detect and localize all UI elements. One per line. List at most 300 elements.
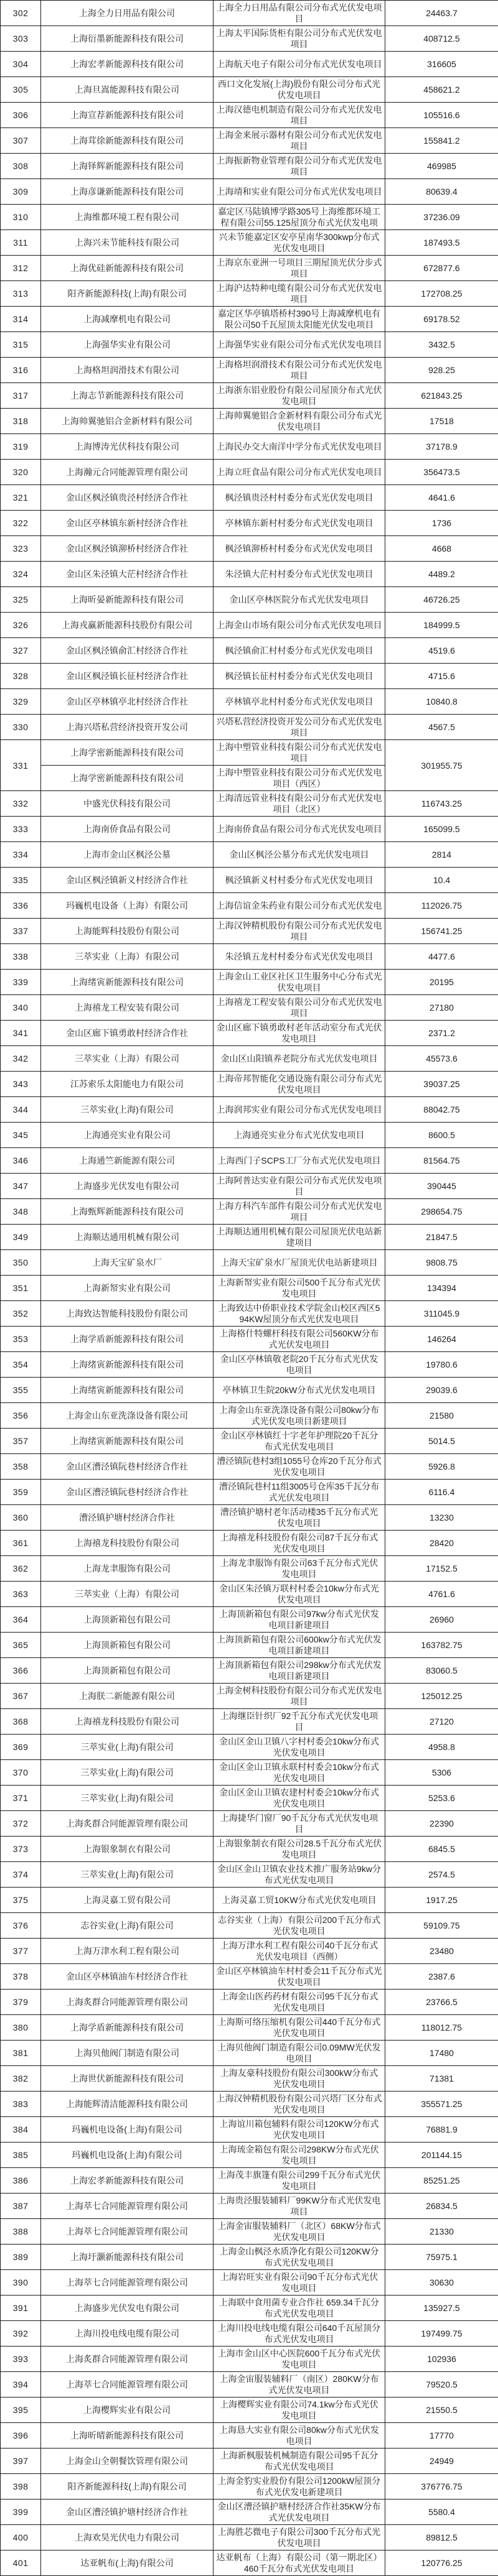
project-cell: 上海清远管业科技有限公司分布式光伏发电项目（北区） bbox=[214, 791, 385, 817]
capacity-value-cell: 29039.6 bbox=[385, 1378, 498, 1403]
capacity-value-cell: 165099.5 bbox=[385, 817, 498, 842]
row-number-cell: 332 bbox=[1, 791, 41, 817]
project-cell: 上海禧龙科技股份有限公司87千瓦分布式光伏发电项目 bbox=[214, 1531, 385, 1556]
company-cell: 江苏索乐太阳能电力有限公司 bbox=[41, 1072, 214, 1097]
row-number-cell: 379 bbox=[1, 1990, 41, 2015]
table-row bbox=[1, 1582, 498, 1607]
table-row bbox=[1, 1531, 498, 1556]
capacity-value-cell: 21847.5 bbox=[385, 1225, 498, 1250]
project-cell: 上海立旺食品有限公司分布式光伏发电项目 bbox=[214, 460, 385, 485]
company-cell: 上海学密新能源科技有限公司 bbox=[41, 740, 214, 766]
capacity-value-cell: 156741.25 bbox=[385, 919, 498, 944]
company-cell: 漕泾镇护塘村经济合作社 bbox=[41, 1505, 214, 1531]
company-cell: 三萃实业(上海)有限公司 bbox=[41, 1786, 214, 1811]
project-cell: 朱泾镇大茫村村委分布式光伏发电项目 bbox=[214, 562, 385, 587]
table-row bbox=[1, 2525, 498, 2551]
project-cell: 上海顶新箱包有限公司97kw分布式光伏发电项目新建项目 bbox=[214, 1607, 385, 1633]
company-cell: 上海兴塔私营经济投资开发公司 bbox=[41, 715, 214, 740]
table-row bbox=[1, 485, 498, 511]
company-cell: 上海绪寅新能源科技有限公司 bbox=[41, 970, 214, 995]
project-cell: 上海靖和实业有限公司分布式光伏发电项目 bbox=[214, 179, 385, 205]
row-number-cell: 302 bbox=[1, 1, 41, 26]
project-cell: 上海琉金箱包有限公司298KW分布式光伏发电项目 bbox=[214, 2143, 385, 2168]
capacity-value-cell: 5306 bbox=[385, 1760, 498, 1786]
row-number-cell: 353 bbox=[1, 1327, 41, 1352]
project-cell: 上海顺达通用机械有限公司屋顶光伏电站新建项目 bbox=[214, 1225, 385, 1250]
company-cell: 志谷实业(上海)有限公司 bbox=[41, 1913, 214, 1939]
capacity-value-cell: 75975.1 bbox=[385, 2245, 498, 2270]
project-cell: 上海润邦实业有限公司分布式光伏发电项目 bbox=[214, 1097, 385, 1123]
row-number-cell: 364 bbox=[1, 1607, 41, 1633]
capacity-value-cell: 4477.6 bbox=[385, 944, 498, 970]
table-row bbox=[1, 1786, 498, 1811]
project-cell: 上海汉德电机制造有限公司分布式光伏发电项目 bbox=[214, 103, 385, 128]
project-cell: 上海沪达特种电缆有限公司分布式光伏发电项目 bbox=[214, 281, 385, 307]
company-cell: 上海能辉清洁能源科技有限公司 bbox=[41, 2092, 214, 2117]
row-number-cell: 305 bbox=[1, 77, 41, 103]
company-cell: 中盛光伏科技有限公司 bbox=[41, 791, 214, 817]
company-cell: 金山区亭林镇东新村经济合作社 bbox=[41, 511, 214, 536]
row-number-cell: 372 bbox=[1, 1811, 41, 1837]
row-number-cell: 344 bbox=[1, 1097, 41, 1123]
company-cell: 金山区廊下镇勇敢村经济合作社 bbox=[41, 1021, 214, 1046]
table-row bbox=[1, 2372, 498, 2398]
project-cell: 上海强华实业有限公司分布式光伏发电项目 bbox=[214, 332, 385, 358]
project-cell: 上海灵嘉工贸10KW分布式光伏发电项目 bbox=[214, 1888, 385, 1913]
capacity-value-cell: 88042.75 bbox=[385, 1097, 498, 1123]
table-row bbox=[1, 460, 498, 485]
project-cell: 上海龙聿服饰有限公司63千瓦分布式光伏发电项目 bbox=[214, 1556, 385, 1582]
row-number-cell: 315 bbox=[1, 332, 41, 358]
row-number-cell: 348 bbox=[1, 1199, 41, 1225]
capacity-value-cell: 17480 bbox=[385, 2041, 498, 2066]
project-cell: 金山区漕泾镇护塘村经济合作社35KW分布式光伏发电项目 bbox=[214, 2500, 385, 2525]
capacity-value-cell: 184999.5 bbox=[385, 613, 498, 638]
company-cell: 金山区漕泾镇护塘村经济合作社 bbox=[41, 2500, 214, 2525]
table-row bbox=[1, 2015, 498, 2041]
capacity-value-cell: 4519.6 bbox=[385, 638, 498, 664]
capacity-value-cell: 30630 bbox=[385, 2270, 498, 2296]
row-number-cell: 363 bbox=[1, 1582, 41, 1607]
table-row bbox=[1, 1990, 498, 2015]
company-cell: 上海贝他阀门制造有限公司 bbox=[41, 2041, 214, 2066]
table-body bbox=[1, 1, 498, 2576]
row-number-cell: 400 bbox=[1, 2525, 41, 2551]
capacity-value-cell: 10840.8 bbox=[385, 689, 498, 715]
project-cell: 上海金豹实业股份有限公司1200kW屋顶分布式光伏发电新建项目 bbox=[214, 2474, 385, 2500]
capacity-value-cell: 37236.09 bbox=[385, 205, 498, 230]
table-row bbox=[1, 740, 498, 766]
company-cell: 上海强华实业有限公司 bbox=[41, 332, 214, 358]
capacity-value-cell: 26834.5 bbox=[385, 2194, 498, 2219]
project-cell: 金山区山阳镇养老院分布式光伏发电项目 bbox=[214, 1046, 385, 1072]
row-number-cell: 347 bbox=[1, 1174, 41, 1199]
row-number-cell: 349 bbox=[1, 1225, 41, 1250]
capacity-value-cell: 155841.2 bbox=[385, 128, 498, 154]
table-row bbox=[1, 2270, 498, 2296]
company-cell: 上海致达智能科技股份有限公司 bbox=[41, 1301, 214, 1327]
table-row bbox=[1, 2398, 498, 2423]
capacity-value-cell: 8600.5 bbox=[385, 1123, 498, 1148]
row-number-cell: 357 bbox=[1, 1429, 41, 1454]
project-cell: 金山区朱泾镇万联村村委会10kw分布式光伏发电项目 bbox=[214, 1582, 385, 1607]
table-row bbox=[1, 1505, 498, 1531]
table-row bbox=[1, 358, 498, 383]
row-number-cell: 391 bbox=[1, 2296, 41, 2321]
company-cell: 金山区枫泾镇泖桥村经济合作社 bbox=[41, 536, 214, 562]
row-number-cell: 323 bbox=[1, 536, 41, 562]
capacity-value-cell: 79520.5 bbox=[385, 2372, 498, 2398]
table-row bbox=[1, 2194, 498, 2219]
project-cell: 上海贝他阀门制造有限公司0.09MW光伏发电项目 bbox=[214, 2041, 385, 2066]
row-number-cell: 365 bbox=[1, 1633, 41, 1658]
table-row bbox=[1, 1174, 498, 1199]
company-cell: 上海绪寅新能源科技有限公司 bbox=[41, 1352, 214, 1378]
table-row bbox=[1, 1148, 498, 1174]
row-number-cell: 370 bbox=[1, 1760, 41, 1786]
capacity-value-cell: 76881.9 bbox=[385, 2117, 498, 2143]
project-cell: 枫泾镇泖桥村村委分布式光伏发电项目 bbox=[214, 536, 385, 562]
table-row bbox=[1, 383, 498, 409]
row-number-cell: 310 bbox=[1, 205, 41, 230]
capacity-value-cell: 59109.75 bbox=[385, 1913, 498, 1939]
capacity-value-cell: 21550.5 bbox=[385, 2398, 498, 2423]
company-cell: 上海优硅新能源科技有限公司 bbox=[41, 256, 214, 281]
company-cell: 上海新帑实业有限公司 bbox=[41, 1276, 214, 1301]
project-cell: 亭林镇卫生院20kW分布式光伏发电项目 bbox=[214, 1378, 385, 1403]
company-cell: 上海昕晴新能源科技有限公司 bbox=[41, 2423, 214, 2449]
company-cell: 上海能辉科技股份有限公司 bbox=[41, 919, 214, 944]
capacity-value-cell: 135927.5 bbox=[385, 2296, 498, 2321]
capacity-value-cell: 163782.75 bbox=[385, 1633, 498, 1658]
row-number-cell: 362 bbox=[1, 1556, 41, 1582]
row-number-cell: 346 bbox=[1, 1148, 41, 1174]
table-row bbox=[1, 613, 498, 638]
project-cell: 上海金树科技股份有限公司分布式光伏发电项目 bbox=[214, 1684, 385, 1709]
project-cell: 亭林镇亭北村村委分布式光伏发电项目 bbox=[214, 689, 385, 715]
company-cell: 上海顶新箱包有限公司 bbox=[41, 1633, 214, 1658]
project-cell: 上海太平国际货柜有限公司分布式光伏发电项目 bbox=[214, 26, 385, 52]
company-cell: 上海减摩机电有限公司 bbox=[41, 307, 214, 332]
table-row bbox=[1, 1684, 498, 1709]
project-cell: 上海金山东亚洗涤设备有限公司80kw分布式光伏发电项目新建项目 bbox=[214, 1403, 385, 1429]
company-cell: 上海彦谦新能源科技有限公司 bbox=[41, 179, 214, 205]
company-cell: 上海全力日用品有限公司 bbox=[41, 1, 214, 26]
table-row bbox=[1, 2143, 498, 2168]
row-number-cell: 341 bbox=[1, 1021, 41, 1046]
row-number-cell: 314 bbox=[1, 307, 41, 332]
row-number-cell: 382 bbox=[1, 2066, 41, 2092]
row-number-cell: 393 bbox=[1, 2347, 41, 2372]
row-number-cell: 327 bbox=[1, 638, 41, 664]
capacity-value-cell: 298654.75 bbox=[385, 1199, 498, 1225]
table-row bbox=[1, 409, 498, 434]
table-row bbox=[1, 307, 498, 332]
table-row bbox=[1, 1123, 498, 1148]
row-number-cell: 401 bbox=[1, 2551, 41, 2576]
company-cell: 上海顶新箱包有限公司 bbox=[41, 1607, 214, 1633]
table-row bbox=[1, 2092, 498, 2117]
table-row bbox=[1, 2219, 498, 2245]
project-cell: 上海顶新箱包有限公司298kw分布式光伏发电项目新建项目 bbox=[214, 1658, 385, 1684]
table-row bbox=[1, 1964, 498, 1990]
company-cell: 三萃实业（上海）有限公司 bbox=[41, 1582, 214, 1607]
project-cell: 上海顶新箱包有限公司600kw分布式光伏发电项目新建项目 bbox=[214, 1633, 385, 1658]
project-cell: 上海信谊金朱药业有限公司分布式光伏发电 bbox=[214, 893, 385, 919]
project-cell: 上海中塑管业科技有限公司分布式光伏发电项目 bbox=[214, 740, 385, 766]
company-cell: 上海格坦润滑技术有限公司 bbox=[41, 358, 214, 383]
project-cell: 上海金宙服装辅料厂（南区）280KW分布式光伏发电项目 bbox=[214, 2372, 385, 2398]
row-number-cell: 395 bbox=[1, 2398, 41, 2423]
table-row bbox=[1, 2423, 498, 2449]
row-number-cell: 381 bbox=[1, 2041, 41, 2066]
table-row bbox=[1, 1454, 498, 1480]
capacity-value-cell: 4641.6 bbox=[385, 485, 498, 511]
capacity-value-cell: 81564.75 bbox=[385, 1148, 498, 1174]
project-cell: 上海金宙服装辅料厂（北区）68KW分布式光伏发电项目 bbox=[214, 2219, 385, 2245]
capacity-value-cell: 2371.2 bbox=[385, 1021, 498, 1046]
company-cell: 上海炙群合同能源管理有限公司 bbox=[41, 2347, 214, 2372]
table-row bbox=[1, 1811, 498, 1837]
project-cell: 上海市金山区中心医院600千瓦分布式光伏发电项目 bbox=[214, 2347, 385, 2372]
capacity-value-cell: 390445 bbox=[385, 1174, 498, 1199]
project-cell: 上海万津水利工程有限公司40千瓦分布式光伏发电项目（西侧） bbox=[214, 1939, 385, 1964]
company-cell: 上海禧龙科技股份有限公司 bbox=[41, 1531, 214, 1556]
row-number-cell: 397 bbox=[1, 2449, 41, 2474]
capacity-value-cell: 102936 bbox=[385, 2347, 498, 2372]
capacity-value-cell: 80639.4 bbox=[385, 179, 498, 205]
project-cell: 上海阿普达实业有限公司分布式光伏发电项目 bbox=[214, 1174, 385, 1199]
row-number-cell: 321 bbox=[1, 485, 41, 511]
table-row bbox=[1, 2117, 498, 2143]
table-row bbox=[1, 2474, 498, 2500]
company-cell: 上海万津水利工程有限公司 bbox=[41, 1939, 214, 1964]
capacity-value-cell: 134394 bbox=[385, 1276, 498, 1301]
capacity-value-cell: 376776.75 bbox=[385, 2474, 498, 2500]
row-number-cell: 342 bbox=[1, 1046, 41, 1072]
project-cell: 上海茂丰旗篷有限公司299千瓦分布式光伏发电项目 bbox=[214, 2168, 385, 2194]
company-cell: 上海世伏新能源科技有限公司 bbox=[41, 2066, 214, 2092]
row-number-cell: 335 bbox=[1, 868, 41, 893]
company-cell: 金山区枫泾镇长征村经济合作社 bbox=[41, 664, 214, 689]
capacity-value-cell: 2574.5 bbox=[385, 1862, 498, 1888]
company-cell: 上海炙群合同能源管理有限公司 bbox=[41, 1990, 214, 2015]
capacity-value-cell: 2814 bbox=[385, 842, 498, 868]
row-number-cell: 304 bbox=[1, 52, 41, 77]
project-cell: 漕泾镇护塘村老年活动楼35千瓦分布式光伏发电项目 bbox=[214, 1505, 385, 1531]
table-row bbox=[1, 1607, 498, 1633]
capacity-value-cell: 172708.25 bbox=[385, 281, 498, 307]
row-number-cell: 351 bbox=[1, 1276, 41, 1301]
table-row bbox=[1, 1862, 498, 1888]
company-cell: 金山区漕泾镇阮巷村经济合作社 bbox=[41, 1480, 214, 1505]
row-number-cell: 389 bbox=[1, 2245, 41, 2270]
table-row bbox=[1, 664, 498, 689]
capacity-value-cell: 201144.15 bbox=[385, 2143, 498, 2168]
row-number-cell: 328 bbox=[1, 664, 41, 689]
company-cell: 上海绪寅新能源科技有限公司 bbox=[41, 1429, 214, 1454]
table-row bbox=[1, 817, 498, 842]
table-row bbox=[1, 970, 498, 995]
project-cell: 上海格什特螺杆科技有限公司560KW分布式光伏发电项目 bbox=[214, 1327, 385, 1352]
capacity-value-cell: 4958.8 bbox=[385, 1735, 498, 1760]
capacity-value-cell: 26960 bbox=[385, 1607, 498, 1633]
project-cell: 上海恳大实业有限公司80kw分布式光伏发电项目 bbox=[214, 2423, 385, 2449]
capacity-value-cell: 24949 bbox=[385, 2449, 498, 2474]
project-cell: 上海捷华门窗厂90千瓦分布式光伏发电项目 bbox=[214, 1811, 385, 1837]
capacity-value-cell: 469985 bbox=[385, 154, 498, 179]
capacity-value-cell: 6845.5 bbox=[385, 1837, 498, 1862]
table-row bbox=[1, 281, 498, 307]
table-row bbox=[1, 689, 498, 715]
capacity-value-cell: 146264 bbox=[385, 1327, 498, 1352]
row-number-cell: 320 bbox=[1, 460, 41, 485]
company-cell: 上海宏孝新能源科技有限公司 bbox=[41, 2168, 214, 2194]
row-number-cell: 350 bbox=[1, 1250, 41, 1276]
capacity-value-cell: 105516.6 bbox=[385, 103, 498, 128]
table-row bbox=[1, 1760, 498, 1786]
table-row bbox=[1, 256, 498, 281]
row-number-cell: 338 bbox=[1, 944, 41, 970]
capacity-value-cell: 5253.6 bbox=[385, 1786, 498, 1811]
table-row bbox=[1, 1225, 498, 1250]
company-cell: 上海禧龙工程安装有限公司 bbox=[41, 995, 214, 1021]
capacity-value-cell: 2387.6 bbox=[385, 1964, 498, 1990]
project-cell: 兴塔私营经济投资开发公司分布式光伏发电项目 bbox=[214, 715, 385, 740]
row-number-cell: 380 bbox=[1, 2015, 41, 2041]
row-number-cell: 317 bbox=[1, 383, 41, 409]
company-cell: 金山区亭林镇亭北村经济合作社 bbox=[41, 689, 214, 715]
company-cell: 上海旦嵩能源科技有限公司 bbox=[41, 77, 214, 103]
table-row bbox=[1, 791, 498, 817]
project-cell: 上海禧龙工程安装有限公司分布式光伏发电项目 bbox=[214, 995, 385, 1021]
capacity-value-cell: 69178.52 bbox=[385, 307, 498, 332]
company-cell: 上海兴未节能科技有限公司 bbox=[41, 230, 214, 256]
capacity-value-cell: 27180 bbox=[385, 995, 498, 1021]
row-number-cell: 396 bbox=[1, 2423, 41, 2449]
table-row bbox=[1, 1, 498, 26]
capacity-value-cell: 28420 bbox=[385, 1531, 498, 1556]
table-row bbox=[1, 128, 498, 154]
row-number-cell: 394 bbox=[1, 2372, 41, 2398]
row-number-cell: 322 bbox=[1, 511, 41, 536]
company-cell: 达亚帆布(上海)有限公司 bbox=[41, 2551, 214, 2576]
project-cell: 上海全力日用品有限公司分布式光伏发电项目 bbox=[214, 1, 385, 26]
capacity-value-cell: 6116.4 bbox=[385, 1480, 498, 1505]
company-cell: 上海圩灏新能源科技有限公司 bbox=[41, 2245, 214, 2270]
row-number-cell: 313 bbox=[1, 281, 41, 307]
capacity-value-cell: 672877.6 bbox=[385, 256, 498, 281]
company-cell: 上海戎赢新能源科技股份有限公司 bbox=[41, 613, 214, 638]
row-number-cell: 308 bbox=[1, 154, 41, 179]
company-cell: 三萃实业(上海)有限公司 bbox=[41, 1735, 214, 1760]
company-cell: 上海盛步光伏发电有限公司 bbox=[41, 2296, 214, 2321]
table-row bbox=[1, 2066, 498, 2092]
table-row bbox=[1, 1378, 498, 1403]
company-cell: 上海朕二新能源有限公司 bbox=[41, 1684, 214, 1709]
project-cell: 金山区金山卫镇八字村村委会10kw分布式光伏发电项目 bbox=[214, 1735, 385, 1760]
row-number-cell: 359 bbox=[1, 1480, 41, 1505]
company-cell: 上海宏孝新能源科技有限公司 bbox=[41, 52, 214, 77]
capacity-value-cell: 197499.75 bbox=[385, 2321, 498, 2347]
company-cell: 三萃实业（上海）有限公司 bbox=[41, 1046, 214, 1072]
row-number-cell: 340 bbox=[1, 995, 41, 1021]
company-cell: 金山区枫泾镇新义村经济合作社 bbox=[41, 868, 214, 893]
company-cell: 上海通竺新能源有限公司 bbox=[41, 1148, 214, 1174]
project-cell: 金山区亭林镇红十字老年护理院20千瓦分布式光伏发电项目 bbox=[214, 1429, 385, 1454]
project-cell: 上海川投电线电缆有限公司640千瓦屋顶分布式光伏发电项目 bbox=[214, 2321, 385, 2347]
company-cell: 上海衍墨新能源科技有限公司 bbox=[41, 26, 214, 52]
table-row bbox=[1, 536, 498, 562]
company-cell: 上海宣荐新能源科技有限公司 bbox=[41, 103, 214, 128]
capacity-value-cell: 10.4 bbox=[385, 868, 498, 893]
project-cell: 达亚帆布（上海）有限公司（第一期北区）460千瓦分布式光伏发电项目 bbox=[214, 2551, 385, 2576]
company-cell: 上海萃七合同能源管理有限公司 bbox=[41, 2194, 214, 2219]
company-cell: 上海樱辉实业有限公司 bbox=[41, 2398, 214, 2423]
company-cell: 上海川投电线电缆有限公司 bbox=[41, 2321, 214, 2347]
project-cell: 上海浙东铝业股份有限公司屋顶分布式光伏发电项目 bbox=[214, 383, 385, 409]
row-number-cell: 388 bbox=[1, 2219, 41, 2245]
row-number-cell: 361 bbox=[1, 1531, 41, 1556]
company-cell: 金山区枫泾镇贵泾村经济合作社 bbox=[41, 485, 214, 511]
company-cell: 上海学盾新能源科技有限公司 bbox=[41, 1327, 214, 1352]
company-cell: 金山区漕泾镇阮巷村经济合作社 bbox=[41, 1454, 214, 1480]
capacity-value-cell: 24463.7 bbox=[385, 1, 498, 26]
capacity-value-cell: 187493.5 bbox=[385, 230, 498, 256]
table-row bbox=[1, 154, 498, 179]
table-row bbox=[1, 2347, 498, 2372]
row-number-cell: 390 bbox=[1, 2270, 41, 2296]
table-row bbox=[1, 2296, 498, 2321]
table-row bbox=[1, 1658, 498, 1684]
table-row bbox=[1, 1352, 498, 1378]
project-cell: 上海金山枫泾水质净化有限公司120KW分布式光伏发电项目 bbox=[214, 2245, 385, 2270]
company-cell: 金山区枫泾镇俞汇村经济合作社 bbox=[41, 638, 214, 664]
table-row bbox=[1, 1939, 498, 1964]
project-cell: 上海帅翼驰铝合金新材料有限公司分布式光伏发电项目 bbox=[214, 409, 385, 434]
table-row bbox=[1, 511, 498, 536]
project-cell: 上海天宝矿泉水厂屋顶光伏电站新建项目 bbox=[214, 1250, 385, 1276]
company-cell: 上海金山东亚洗涤设备有限公司 bbox=[41, 1403, 214, 1429]
capacity-value-cell: 39037.25 bbox=[385, 1072, 498, 1097]
row-number-cell: 387 bbox=[1, 2194, 41, 2219]
company-cell: 上海禧龙科技股份有限公司 bbox=[41, 1709, 214, 1735]
project-cell: 枫泾镇长征村村委分布式光伏发电项目 bbox=[214, 664, 385, 689]
capacity-value-cell: 17152.5 bbox=[385, 1556, 498, 1582]
capacity-value-cell: 4715.6 bbox=[385, 664, 498, 689]
company-cell: 阳齐新能源科技(上海)有限公司 bbox=[41, 281, 214, 307]
project-cell: 上海贵泾服装辅料厂99KW分布式光伏发电项目 bbox=[214, 2194, 385, 2219]
capacity-value-cell: 4567.5 bbox=[385, 715, 498, 740]
row-number-cell: 384 bbox=[1, 2117, 41, 2143]
project-cell: 上海斯可络压缩机有限公司440千瓦分布式光伏发电项目 bbox=[214, 2015, 385, 2041]
row-number-cell: 318 bbox=[1, 409, 41, 434]
row-number-cell: 343 bbox=[1, 1072, 41, 1097]
company-cell: 上海通亮实业有限公司 bbox=[41, 1123, 214, 1148]
project-cell: 金山区枫泾公墓分布式光伏发电项目 bbox=[214, 842, 385, 868]
row-number-cell: 336 bbox=[1, 893, 41, 919]
capacity-value-cell: 116743.25 bbox=[385, 791, 498, 817]
table-row bbox=[1, 1837, 498, 1862]
capacity-value-cell: 46726.25 bbox=[385, 587, 498, 613]
company-cell: 三萃实业（上海）有限公司 bbox=[41, 944, 214, 970]
row-number-cell: 371 bbox=[1, 1786, 41, 1811]
company-cell: 金山区朱泾镇大茫村经济合作社 bbox=[41, 562, 214, 587]
row-number-cell: 329 bbox=[1, 689, 41, 715]
table-row bbox=[1, 638, 498, 664]
row-number-cell: 360 bbox=[1, 1505, 41, 1531]
project-cell: 上海樱辉实业有限公司74.1kw分布式光伏发电项目 bbox=[214, 2398, 385, 2423]
